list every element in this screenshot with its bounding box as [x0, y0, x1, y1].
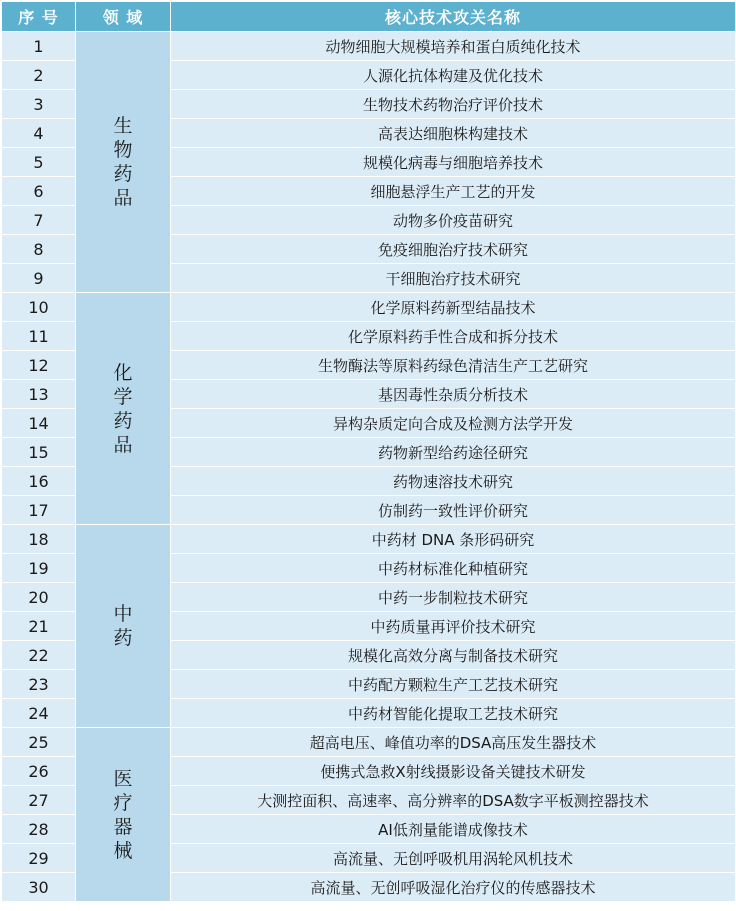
tech-name: 便携式急救X射线摄影设备关键技术研发 — [171, 757, 736, 786]
tech-name: 规模化高效分离与制备技术研究 — [171, 641, 736, 670]
table-body — [2, 32, 736, 902]
row-number: 2 — [2, 61, 76, 90]
row-number: 25 — [2, 728, 76, 757]
row-number: 5 — [2, 148, 76, 177]
tech-name: 基因毒性杂质分析技术 — [171, 380, 736, 409]
domain-label: 化学药品 — [113, 361, 133, 456]
row-number: 4 — [2, 119, 76, 148]
row-number: 6 — [2, 177, 76, 206]
row-number: 1 — [2, 32, 76, 61]
domain-cell — [76, 525, 171, 728]
tech-name: 高表达细胞株构建技术 — [171, 119, 736, 148]
row-number: 8 — [2, 235, 76, 264]
tech-name: 大测控面积、高速率、高分辨率的DSA数字平板测控器技术 — [171, 786, 736, 815]
row-number: 3 — [2, 90, 76, 119]
domain-cell — [76, 32, 171, 293]
tech-name: 中药质量再评价技术研究 — [171, 612, 736, 641]
tech-name: 干细胞治疗技术研究 — [171, 264, 736, 293]
row-number: 16 — [2, 467, 76, 496]
domain-cell — [76, 293, 171, 525]
header-no: 序 号 — [2, 2, 76, 32]
row-number: 21 — [2, 612, 76, 641]
domain-cell — [76, 728, 171, 902]
row-number: 28 — [2, 815, 76, 844]
row-number: 13 — [2, 380, 76, 409]
tech-name: 中药材智能化提取工艺技术研究 — [171, 699, 736, 728]
row-number: 9 — [2, 264, 76, 293]
tech-name: 中药材标准化种植研究 — [171, 554, 736, 583]
row-number: 7 — [2, 206, 76, 235]
tech-name: 药物新型给药途径研究 — [171, 438, 736, 467]
domain-label: 生物药品 — [113, 115, 133, 209]
tech-name: 免疫细胞治疗技术研究 — [171, 235, 736, 264]
header-name: 核心技术攻关名称 — [171, 2, 736, 32]
tech-table — [1, 1, 736, 902]
row-number: 17 — [2, 496, 76, 525]
tech-name: 化学原料药手性合成和拆分技术 — [171, 322, 736, 351]
tech-name: 动物多价疫苗研究 — [171, 206, 736, 235]
row-number: 11 — [2, 322, 76, 351]
tech-name: 生物技术药物治疗评价技术 — [171, 90, 736, 119]
domain-label: 中药 — [113, 603, 133, 649]
row-number: 30 — [2, 873, 76, 902]
header-domain: 领 域 — [76, 2, 171, 32]
row-number: 22 — [2, 641, 76, 670]
row-number: 14 — [2, 409, 76, 438]
tech-name: AI低剂量能谱成像技术 — [171, 815, 736, 844]
tech-name: 细胞悬浮生产工艺的开发 — [171, 177, 736, 206]
row-number: 12 — [2, 351, 76, 380]
row-number: 26 — [2, 757, 76, 786]
tech-name: 人源化抗体构建及优化技术 — [171, 61, 736, 90]
tech-name: 动物细胞大规模培养和蛋白质纯化技术 — [171, 32, 736, 61]
tech-name: 规模化病毒与细胞培养技术 — [171, 148, 736, 177]
row-number: 29 — [2, 844, 76, 873]
row-number: 19 — [2, 554, 76, 583]
tech-name: 中药配方颗粒生产工艺技术研究 — [171, 670, 736, 699]
tech-name: 仿制药一致性评价研究 — [171, 496, 736, 525]
tech-name: 药物速溶技术研究 — [171, 467, 736, 496]
tech-name: 中药一步制粒技术研究 — [171, 583, 736, 612]
table-row — [2, 525, 736, 554]
tech-name: 异构杂质定向合成及检测方法学开发 — [171, 409, 736, 438]
row-number: 27 — [2, 786, 76, 815]
tech-name: 生物酶法等原料药绿色清洁生产工艺研究 — [171, 351, 736, 380]
row-number: 20 — [2, 583, 76, 612]
table-row — [2, 728, 736, 757]
row-number: 15 — [2, 438, 76, 467]
row-number: 10 — [2, 293, 76, 322]
domain-label: 医疗器械 — [113, 767, 133, 862]
tech-name: 高流量、无创呼吸机用涡轮风机技术 — [171, 844, 736, 873]
tech-name: 化学原料药新型结晶技术 — [171, 293, 736, 322]
row-number: 23 — [2, 670, 76, 699]
row-number: 24 — [2, 699, 76, 728]
row-number: 18 — [2, 525, 76, 554]
header-row — [2, 2, 736, 32]
tech-name: 高流量、无创呼吸湿化治疗仪的传感器技术 — [171, 873, 736, 902]
table-row — [2, 32, 736, 61]
tech-name: 超高电压、峰值功率的DSA高压发生器技术 — [171, 728, 736, 757]
tech-name: 中药材 DNA 条形码研究 — [171, 525, 736, 554]
table-row — [2, 293, 736, 322]
